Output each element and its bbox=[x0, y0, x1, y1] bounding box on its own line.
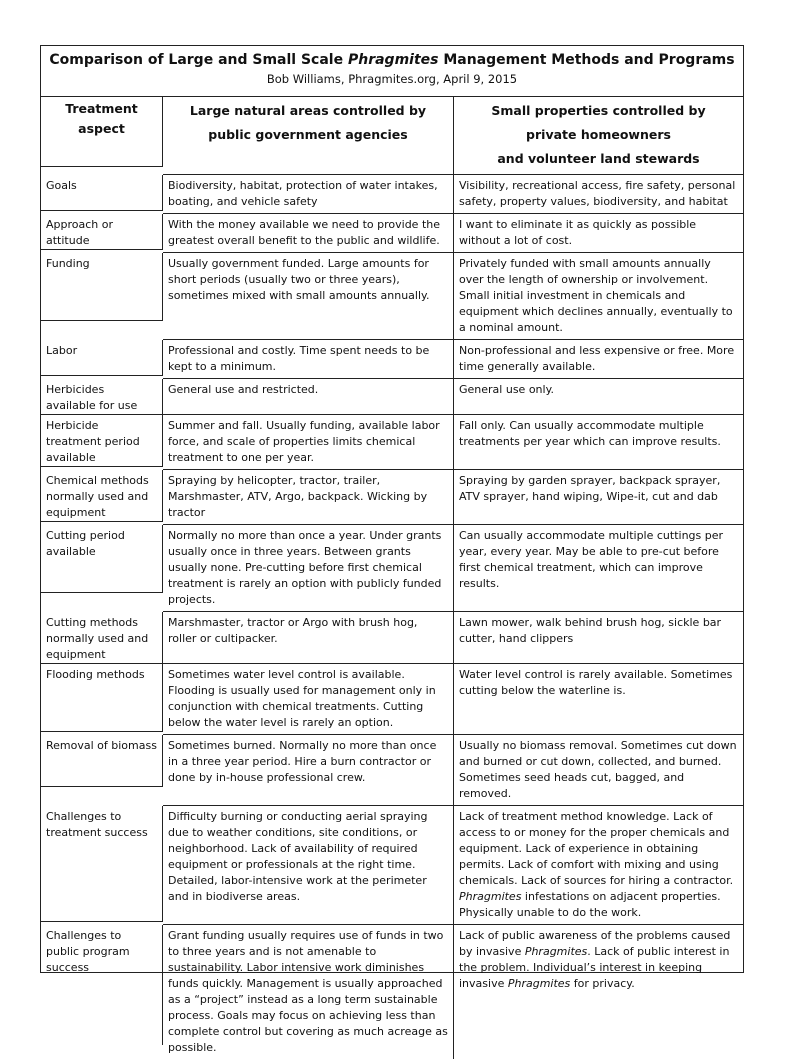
row-funding-small: Privately funded with small amounts annually over the length of ownership or involvement. Small initial investment in chemicals and equipment which declines annually, eventually to a nominal amount. bbox=[454, 253, 743, 340]
row-funding-large: Usually government funded. Large amounts for short periods (usually two or three years), sometimes mixed with small amounts annually. bbox=[163, 253, 454, 340]
row-cutting-methods-small: Lawn mower, walk behind brush hog, sickle bar cutter, hand clippers bbox=[454, 612, 743, 664]
row-treatment-challenges-small: Lack of treatment method knowledge. Lack of access to or money for the proper chemicals and equipment. Lack of experience in obtaining permits. Lack of comfort with mixing and using chemicals. Lack of sources for hiring a contractor. Phragmites infestations on adjacent properties. Physically unable to do the work. bbox=[454, 806, 743, 925]
row-approach-small: I want to eliminate it as quickly as possible without a lot of cost. bbox=[454, 214, 743, 253]
row-goals-large: Biodiversity, habitat, protection of water intakes, boating, and vehicle safety bbox=[163, 175, 454, 214]
row-cutting-period-small: Can usually accommodate multiple cuttings per year, every year. May be able to pre-cut before first chemical treatment, which can improve results. bbox=[454, 525, 743, 612]
row-biomass-small: Usually no biomass removal. Sometimes cut down and burned or cut down, collected, and burned. Sometimes seed heads cut, bagged, and removed. bbox=[454, 735, 743, 806]
comparison-table bbox=[40, 45, 744, 1054]
row-biomass-large: Sometimes burned. Normally no more than once in a three year period. Hire a burn contractor or done by in-house professional crew. bbox=[163, 735, 454, 806]
row-funding-aspect: Funding bbox=[41, 253, 163, 321]
row-labor-large: Professional and costly. Time spent needs to be kept to a minimum. bbox=[163, 340, 454, 379]
row-program-challenges-aspect: Challenges to public program success bbox=[41, 925, 163, 1045]
row-herbicides-small: General use only. bbox=[454, 379, 743, 415]
row-goals-small: Visibility, recreational access, fire safety, personal safety, property values, biodiversity, and habitat bbox=[454, 175, 743, 214]
row-biomass-aspect: Removal of biomass bbox=[41, 735, 163, 787]
row-cutting-methods-large: Marshmaster, tractor or Argo with brush hog, roller or cultipacker. bbox=[163, 612, 454, 664]
row-cutting-methods-aspect: Cutting methods normally used and equipment bbox=[41, 612, 163, 664]
row-goals-aspect: Goals bbox=[41, 175, 163, 211]
row-labor-aspect: Labor bbox=[41, 340, 163, 376]
header-treatment-aspect: Treatment aspect bbox=[41, 97, 163, 167]
row-herbicide-period-small: Fall only. Can usually accommodate multiple treatments per year which can improve results. bbox=[454, 415, 743, 470]
row-treatment-challenges-large: Difficulty burning or conducting aerial spraying due to weather conditions, site conditions, or neighborhood. Lack of availability of required equipment or professionals at the right time. Detailed, labor-intensive work at the perimeter and in biodiverse areas. bbox=[163, 806, 454, 925]
row-herbicide-period-aspect: Herbicide treatment period available bbox=[41, 415, 163, 467]
row-herbicides-aspect: Herbicides available for use bbox=[41, 379, 163, 415]
row-cutting-period-aspect: Cutting period available bbox=[41, 525, 163, 593]
byline: Bob Williams, Phragmites.org, April 9, 2015 bbox=[266, 72, 518, 86]
header-small-properties: Small properties controlled by private homeowners and volunteer land stewards bbox=[454, 97, 743, 175]
row-approach-large: With the money available we need to provide the greatest overall benefit to the public and wildlife. bbox=[163, 214, 454, 253]
row-program-challenges-large: Grant funding usually requires use of funds in two to three years and is not amenable to sustainability. Labor intensive work diminishes funds quickly. Management is usually approached as a “project” instead as a long term sustainable process. Goals may focus on achieving less than complete control but covering as much acreage as possible. bbox=[163, 925, 454, 1059]
row-flooding-large: Sometimes water level control is available. Flooding is usually used for management only in conjunction with chemical treatments. Cutting below the water level is rarely an option. bbox=[163, 664, 454, 735]
row-approach-aspect: Approach or attitude bbox=[41, 214, 163, 250]
row-cutting-period-large: Normally no more than once a year. Under grants usually once in three years. Between grants usually none. Pre-cutting before first chemical treatment is rarely an option with publicly funded projects. bbox=[163, 525, 454, 612]
row-flooding-aspect: Flooding methods bbox=[41, 664, 163, 732]
table-grid bbox=[41, 97, 743, 1059]
row-chemical-methods-large: Spraying by helicopter, tractor, trailer, Marshmaster, ATV, Argo, backpack. Wicking by tractor bbox=[163, 470, 454, 525]
row-herbicide-period-large: Summer and fall. Usually funding, available labor force, and scale of properties limits chemical treatment to one per year. bbox=[163, 415, 454, 470]
document-title: Comparison of Large and Small Scale Phragmites Management Methods and Programs bbox=[49, 52, 735, 68]
row-flooding-small: Water level control is rarely available. Sometimes cutting below the waterline is. bbox=[454, 664, 743, 735]
header-large-areas: Large natural areas controlled by public government agencies bbox=[163, 97, 454, 175]
title-block bbox=[41, 46, 743, 97]
row-labor-small: Non-professional and less expensive or free. More time generally available. bbox=[454, 340, 743, 379]
row-chemical-methods-aspect: Chemical methods normally used and equipment bbox=[41, 470, 163, 522]
row-treatment-challenges-aspect: Challenges to treatment success bbox=[41, 806, 163, 922]
row-program-challenges-small: Lack of public awareness of the problems caused by invasive Phragmites. Lack of public interest in the problem. Individual’s interest in keeping invasive Phragmites for privacy. bbox=[459, 929, 731, 990]
row-chemical-methods-small: Spraying by garden sprayer, backpack sprayer, ATV sprayer, hand wiping, Wipe-it, cut and dab bbox=[454, 470, 743, 525]
row-herbicides-large: General use and restricted. bbox=[163, 379, 454, 415]
